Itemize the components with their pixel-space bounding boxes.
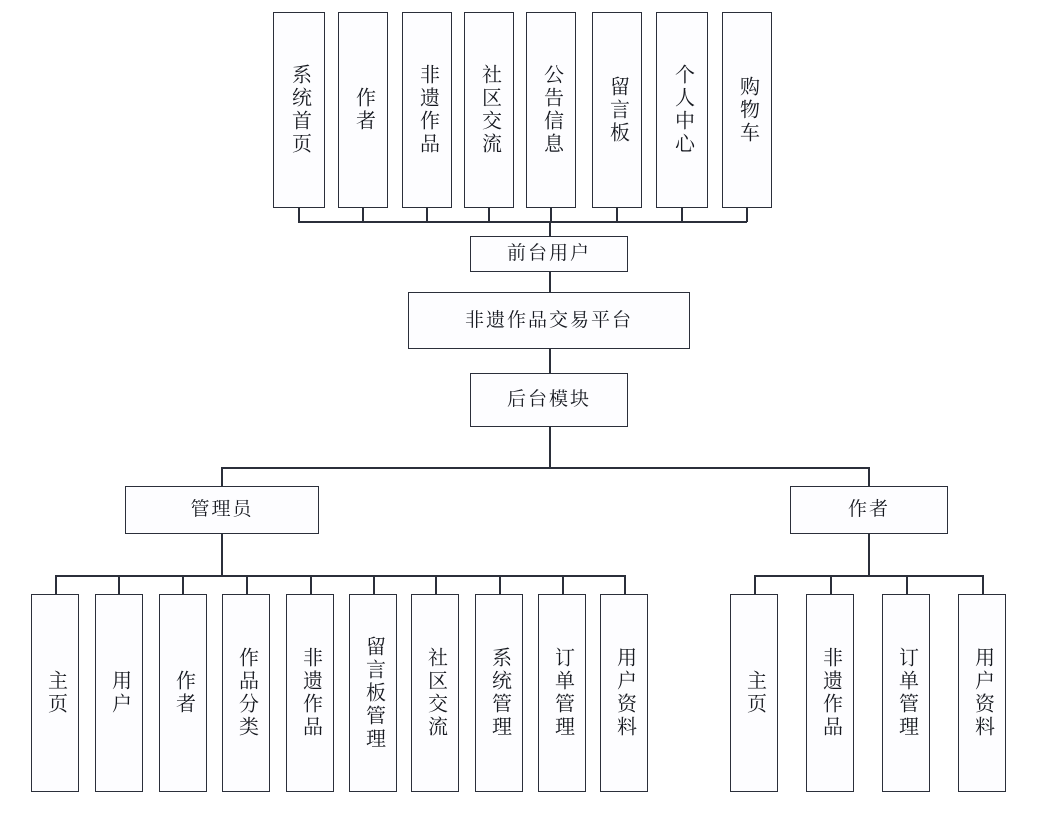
connector-author-child-0	[754, 575, 756, 594]
node-admin-child-8: 订单管理	[538, 594, 586, 792]
connector-bus-to-admin	[221, 467, 223, 486]
connector-admin-child-7	[499, 575, 501, 594]
connector-frontend-5	[616, 208, 618, 222]
node-admin-child-2: 作者	[159, 594, 207, 792]
node-admin-child-9: 用户资料	[600, 594, 648, 792]
node-admin-child-0: 主页	[31, 594, 79, 792]
connector-role-bus	[221, 467, 869, 469]
node-author-child-3: 用户资料	[958, 594, 1006, 792]
node-root-platform: 非遗作品交易平台	[408, 292, 690, 349]
connector-frontend-bus	[298, 221, 747, 223]
connector-admin-child-4	[310, 575, 312, 594]
connector-frontend-6	[681, 208, 683, 222]
node-role-admin: 管理员	[125, 486, 319, 534]
connector-admin-child-6	[435, 575, 437, 594]
node-frontend-user: 前台用户	[470, 236, 628, 272]
connector-frontend-4	[550, 208, 552, 222]
node-frontend-child-5: 留言板	[592, 12, 642, 208]
node-admin-child-3: 作品分类	[222, 594, 270, 792]
node-frontend-child-6: 个人中心	[656, 12, 708, 208]
connector-frontend-to-user	[549, 221, 551, 237]
connector-admin-child-5	[373, 575, 375, 594]
connector-frontend-7	[746, 208, 748, 222]
node-admin-child-5: 留言板管理	[349, 594, 397, 792]
node-admin-child-6: 社区交流	[411, 594, 459, 792]
node-frontend-child-3: 社区交流	[464, 12, 514, 208]
node-frontend-child-0: 系统首页	[273, 12, 325, 208]
node-frontend-child-7: 购物车	[722, 12, 772, 208]
connector-frontend-0	[298, 208, 300, 222]
node-author-child-2: 订单管理	[882, 594, 930, 792]
connector-admin-child-0	[55, 575, 57, 594]
connector-author-child-1	[830, 575, 832, 594]
connector-admin-child-1	[118, 575, 120, 594]
connector-frontend-2	[426, 208, 428, 222]
connector-admin-down	[221, 534, 223, 576]
connector-author-child-bus	[754, 575, 983, 577]
node-author-child-1: 非遗作品	[806, 594, 854, 792]
connector-root-to-backend	[549, 349, 551, 373]
node-admin-child-7: 系统管理	[475, 594, 523, 792]
connector-admin-child-8	[562, 575, 564, 594]
node-author-child-0: 主页	[730, 594, 778, 792]
node-admin-child-4: 非遗作品	[286, 594, 334, 792]
connector-backend-down	[549, 427, 551, 468]
node-frontend-child-2: 非遗作品	[402, 12, 452, 208]
connector-admin-child-bus	[55, 575, 625, 577]
node-backend-module: 后台模块	[470, 373, 628, 427]
connector-bus-to-author	[868, 467, 870, 486]
connector-frontend-1	[362, 208, 364, 222]
connector-author-child-3	[982, 575, 984, 594]
connector-admin-child-9	[624, 575, 626, 594]
connector-user-to-root	[549, 272, 551, 292]
node-admin-child-1: 用户	[95, 594, 143, 792]
node-role-author: 作者	[790, 486, 948, 534]
node-frontend-child-4: 公告信息	[526, 12, 576, 208]
connector-admin-child-2	[182, 575, 184, 594]
connector-admin-child-3	[246, 575, 248, 594]
connector-frontend-3	[488, 208, 490, 222]
connector-author-child-2	[906, 575, 908, 594]
connector-author-down	[868, 534, 870, 576]
node-frontend-child-1: 作者	[338, 12, 388, 208]
